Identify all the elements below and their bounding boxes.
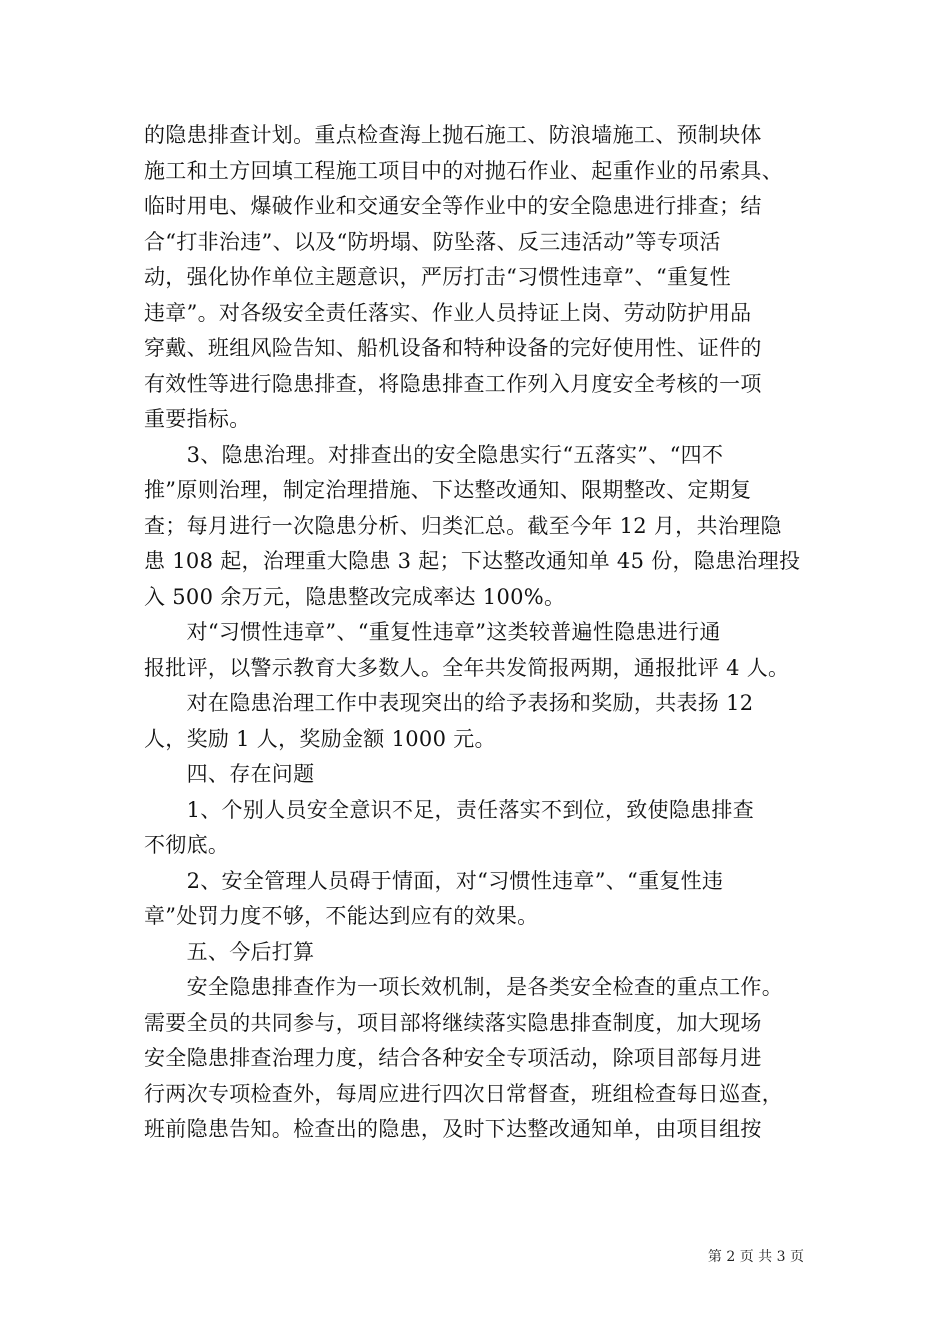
text-line: 有效性等进行隐患排查，将隐患排查工作列入月度安全考核的一项 (144, 371, 762, 396)
text-line: 动，强化协作单位主题意识，严厉打击“习惯性违章”、“重复性 (144, 265, 731, 289)
text-line: 施工和土方回填工程施工项目中的对抛石作业、起重作业的吊索具、 (144, 158, 783, 183)
section-heading: 五、今后打算 (144, 939, 315, 964)
text-line: 对“习惯性违章”、“重复性违章”这类较普遍性隐患进行通 (144, 620, 721, 644)
text-line: 人，奖励 1 人，奖励金额 1000 元。 (144, 726, 496, 751)
text-line: 章”处罚力度不够，不能达到应有的效果。 (144, 904, 539, 928)
text-line: 违章”。对各级安全责任落实、作业人员持证上岗、劳动防护用品 (144, 300, 752, 325)
text-line: 患 108 起，治理重大隐患 3 起；下达整改通知单 45 份，隐患治理投 (144, 549, 801, 573)
text-line: 合“打非治违”、以及“防坍塌、防坠落、反三违活动”等专项活 (144, 229, 721, 254)
text-line: 行两次专项检查外，每周应进行四次日常督查，班组检查每日巡查， (144, 1081, 783, 1106)
text-line: 1、个别人员安全意识不足，责任落实不到位，致使隐患排查 (144, 797, 755, 822)
text-line: 3、隐患治理。对排查出的安全隐患实行“五落实”、“四不 (144, 442, 724, 467)
text-line: 对在隐患治理工作中表现突出的给予表扬和奖励，共表扬 12 (144, 691, 754, 715)
text-line: 报批评，以警示教育大多数人。全年共发简报两期，通报批评 4 人。 (144, 655, 790, 680)
text-line: 入 500 余万元，隐患整改完成率达 100%。 (144, 584, 566, 609)
page-number-footer: 第 2 页 共 3 页 (707, 1249, 804, 1265)
text-line: 安全隐患排查作为一项长效机制，是各类安全检查的重点工作。 (144, 975, 783, 999)
text-line: 需要全员的共同参与，项目部将继续落实隐患排查制度，加大现场 (144, 1010, 762, 1035)
text-line: 2、安全管理人员碍于情面，对“习惯性违章”、“重复性违 (144, 868, 724, 893)
text-line: 安全隐患排查治理力度，结合各种安全专项活动，除项目部每月进 (144, 1046, 762, 1070)
text-line: 班前隐患告知。检查出的隐患，及时下达整改通知单，由项目组按 (144, 1117, 762, 1141)
document-body (144, 118, 824, 1148)
text-line: 穿戴、班组风险告知、船机设备和特种设备的完好使用性、证件的 (144, 336, 762, 360)
text-line: 临时用电、爆破作业和交通安全等作业中的安全隐患进行排查；结 (144, 194, 762, 218)
text-line: 的隐患排查计划。重点检查海上抛石施工、防浪墙施工、预制块体 (144, 123, 762, 147)
text-line: 不彻底。 (144, 833, 230, 857)
text-line: 查；每月进行一次隐患分析、归类汇总。截至今年 12 月，共治理隐 (144, 513, 782, 538)
text-line: 重要指标。 (144, 407, 251, 431)
text-line: 推”原则治理，制定治理措施、下达整改通知、限期整改、定期复 (144, 478, 752, 502)
section-heading: 四、存在问题 (144, 762, 315, 786)
